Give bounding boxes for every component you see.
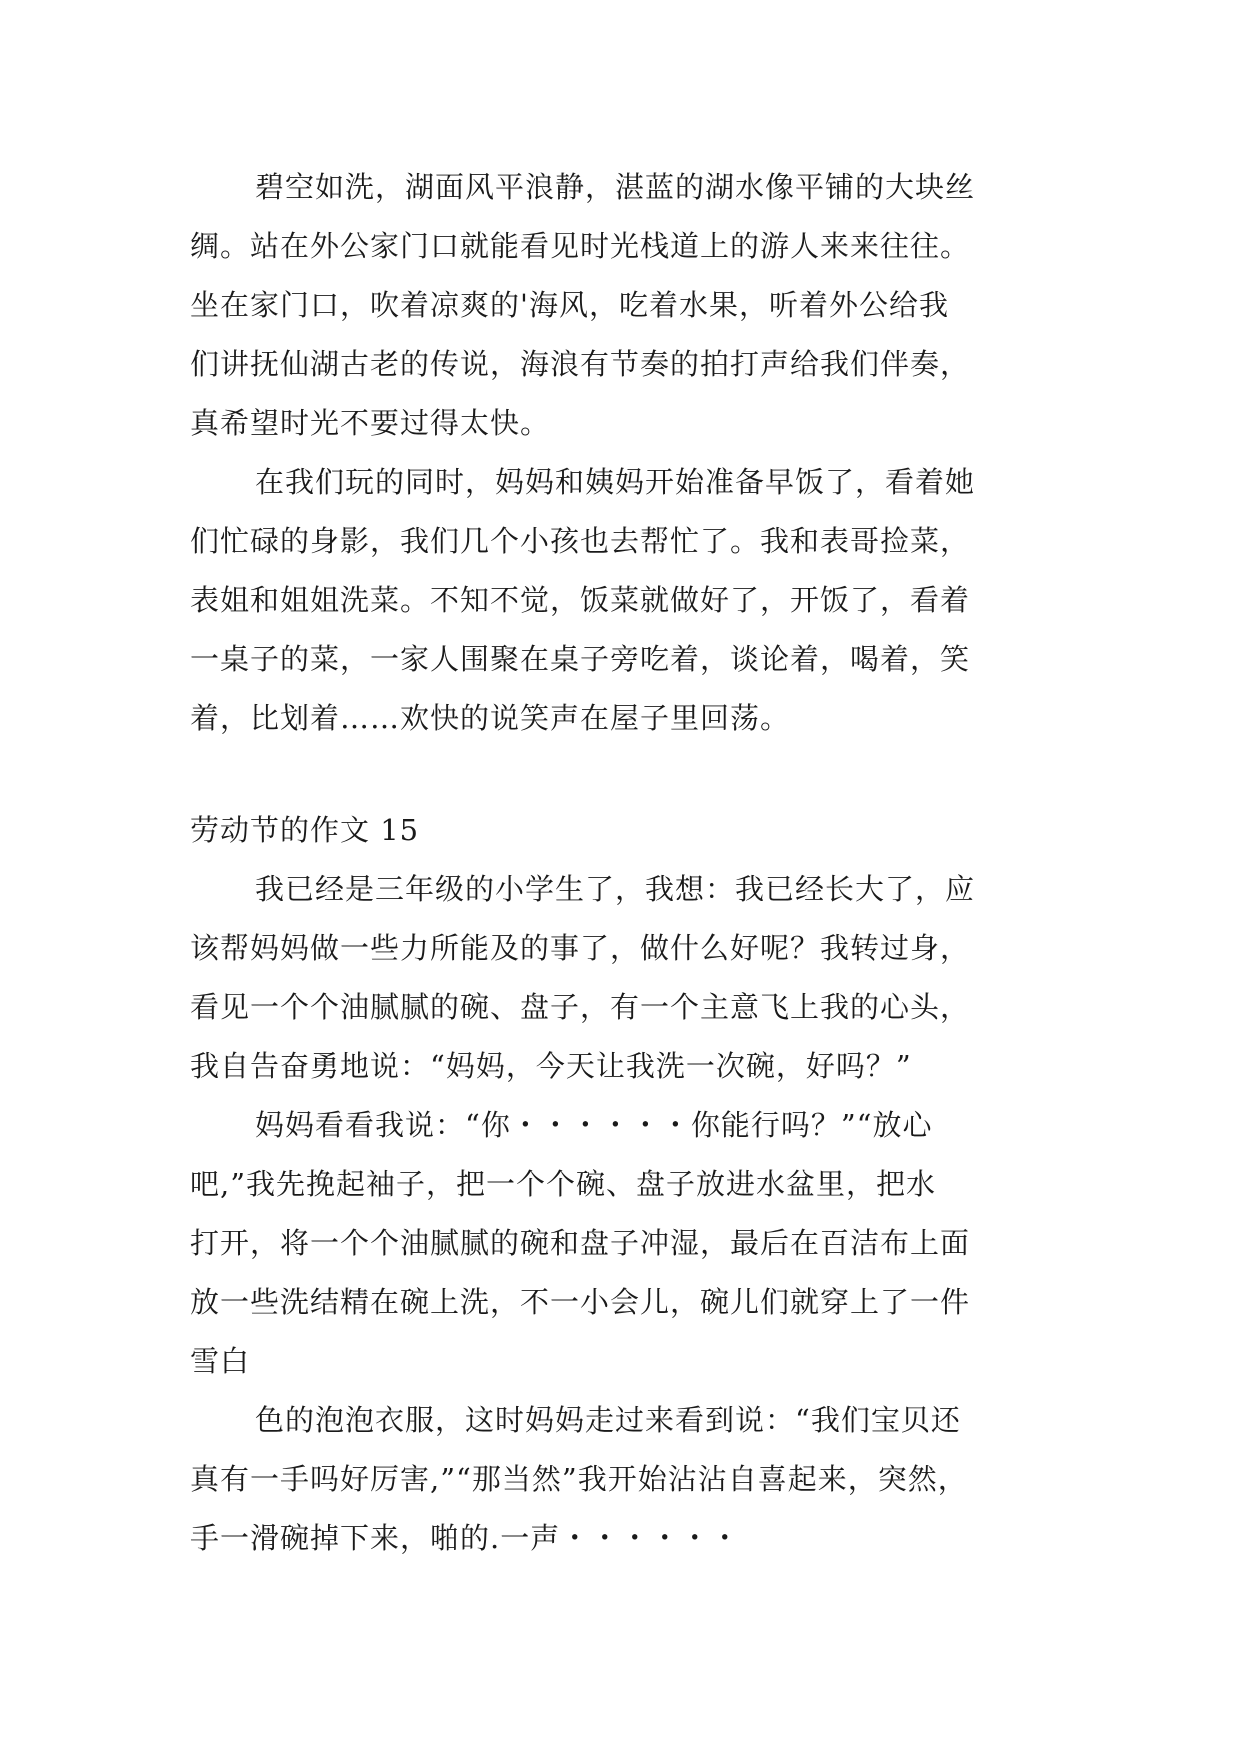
paragraph-line: 绸。站在外公家门口就能看见时光栈道上的游人来来往往。	[190, 229, 971, 263]
paragraph-line: 在我们玩的同时，妈妈和姨妈开始准备早饭了，看着她	[255, 465, 976, 499]
paragraph-line: 表姐和姐姐洗菜。不知不觉，饭菜就做好了，开饭了，看着	[190, 583, 971, 617]
paragraph-line: 碧空如洗，湖面风平浪静，湛蓝的湖水像平铺的大块丝	[255, 170, 976, 204]
paragraph-line: 一桌子的菜，一家人围聚在桌子旁吃着，谈论着，喝着，笑	[190, 642, 971, 676]
paragraph-line: 色的泡泡衣服，这时妈妈走过来看到说：“我们宝贝还	[255, 1403, 961, 1437]
paragraph-line: 真希望时光不要过得太快。	[190, 406, 551, 440]
paragraph-line: 打开，将一个个油腻腻的碗和盘子冲湿，最后在百洁布上面	[190, 1226, 971, 1260]
paragraph-line: 们讲抚仙湖古老的传说，海浪有节奏的拍打声给我们伴奏，	[190, 347, 971, 381]
paragraph-line: 着，比划着……欢快的说笑声在屋子里回荡。	[190, 701, 791, 735]
section-title: 劳动节的作文 15	[190, 813, 420, 847]
paragraph-line: 妈妈看看我说：“你・・・・・・你能行吗？”“放心	[255, 1108, 933, 1142]
paragraph-line: 们忙碌的身影，我们几个小孩也去帮忙了。我和表哥捡菜，	[190, 524, 971, 558]
paragraph-line: 我自告奋勇地说：“妈妈，今天让我洗一次碗，好吗？”	[190, 1049, 912, 1083]
paragraph-line: 放一些洗结精在碗上洗，不一小会儿，碗儿们就穿上了一件	[190, 1285, 971, 1319]
paragraph-line: 该帮妈妈做一些力所能及的事了，做什么好呢？我转过身，	[190, 931, 971, 965]
paragraph-line: 我已经是三年级的小学生了，我想：我已经长大了，应	[255, 872, 976, 906]
paragraph-line: 吧,”我先挽起袖子，把一个个碗、盘子放进水盆里，把水	[190, 1167, 937, 1201]
paragraph-line: 真有一手吗好厉害,”“那当然”我开始沾沾自喜起来，突然，	[190, 1462, 968, 1496]
paragraph-line: 坐在家门口，吹着凉爽的'海风，吃着水果，听着外公给我	[190, 288, 949, 322]
paragraph-line: 雪白	[190, 1344, 251, 1378]
paragraph-line: 手一滑碗掉下来，啪的.一声・・・・・・	[190, 1521, 741, 1555]
paragraph-line: 看见一个个油腻腻的碗、盘子，有一个主意飞上我的心头，	[190, 990, 971, 1024]
